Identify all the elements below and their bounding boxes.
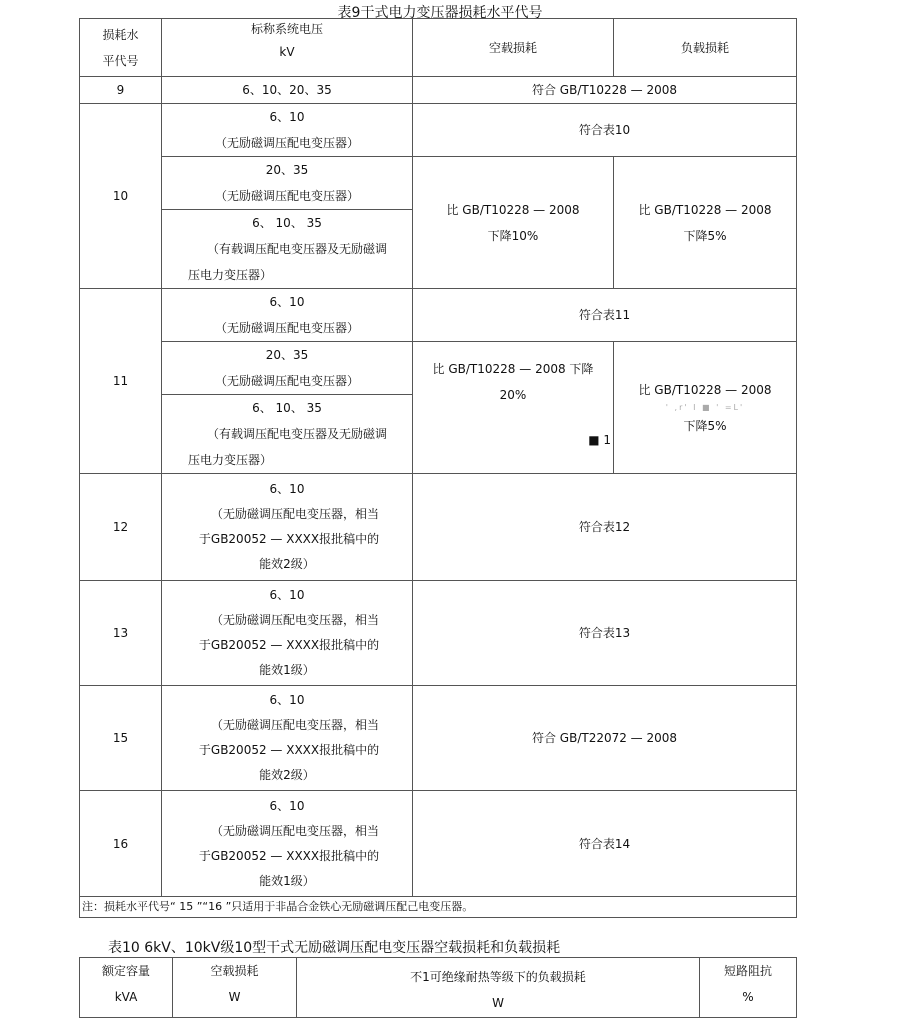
table-row — [80, 581, 797, 686]
table9-title: 表9干式电力变压器损耗水平代号 — [337, 5, 543, 21]
load-cell: 比 GB/T10228 — 2008 ' ,r' I ■ ' =L' 下降5% — [614, 342, 797, 474]
voltage-cell: 20、35 （无励磁调压配电变压器） — [162, 157, 413, 210]
table-row — [80, 342, 797, 395]
spec-cell: 符合表13 — [413, 581, 797, 686]
table-row — [80, 686, 797, 791]
scan-noise: ' ,r' I ■ ' =L' — [665, 402, 745, 412]
header-capacity: 额定容量 kVA — [80, 958, 173, 1018]
level-10: 10 — [80, 104, 162, 289]
voltage-cell: 6、 10、 35 （有载调压配电变压器及无励磁调 压电力变压器） — [162, 395, 413, 474]
voltage-cell: 6、10 （无励磁调压配电变压器，相当 于GB20052 — XXXX报批稿中的 能效1级） — [162, 791, 413, 897]
voltage-cell: 20、35 （无励磁调压配电变压器） — [162, 342, 413, 395]
level-9: 9 — [80, 77, 162, 104]
table-row — [80, 157, 797, 210]
spec-cell: 符合 GB/T10228 — 2008 — [413, 77, 797, 104]
load-cell: 比 GB/T10228 — 2008 下降5% — [614, 157, 797, 289]
spec-cell: 符合表12 — [413, 474, 797, 581]
voltage-cell: 6、10 （无励磁调压配电变压器，相当 于GB20052 — XXXX报批稿中的 能效2级） — [162, 686, 413, 791]
table-row — [80, 104, 797, 157]
table10-loss-values — [79, 957, 797, 1018]
voltage-cell: 6、10 （无励磁调压配电变压器） — [162, 289, 413, 342]
table9-header-row — [80, 19, 797, 77]
spec-cell: 符合表10 — [413, 104, 797, 157]
table10-header-row — [80, 958, 797, 1018]
spec-cell: 符合 GB/T22072 — 2008 — [413, 686, 797, 791]
level-15: 15 — [80, 686, 162, 791]
header-voltage: 标称系统电压 kV — [162, 19, 413, 77]
voltage-cell: 6、10 （无励磁调压配电变压器，相当 于GB20052 — XXXX报批稿中的 能效2级） — [162, 474, 413, 581]
table9-loss-levels — [79, 18, 797, 918]
spec-cell: 符合表11 — [413, 289, 797, 342]
noload-cell: 比 GB/T10228 — 2008 下降 20% ■ 1 — [413, 342, 614, 474]
table-note-row — [80, 897, 797, 918]
level-11: 11 — [80, 289, 162, 474]
level-13: 13 — [80, 581, 162, 686]
table-row — [80, 474, 797, 581]
voltage-cell: 6、10 （无励磁调压配电变压器） — [162, 104, 413, 157]
header-noload-w: 空载损耗 W — [173, 958, 297, 1018]
level-12: 12 — [80, 474, 162, 581]
table9-note: 注：损耗水平代号“ 15 ”“16 ”只适用于非晶合金铁心无励磁调压配己电变压器。 — [80, 897, 797, 918]
table-row — [80, 289, 797, 342]
noload-cell: 比 GB/T10228 — 2008 下降10% — [413, 157, 614, 289]
header-noload: 空载损耗 — [413, 19, 614, 77]
voltage-cell: 6、10 （无励磁调压配电变压器，相当 于GB20052 — XXXX报批稿中的 能效1级） — [162, 581, 413, 686]
voltage-cell: 6、 10、 35 （有载调压配电变压器及无励磁调 压电力变压器） — [162, 210, 413, 289]
table-row — [80, 77, 797, 104]
header-load-w: 不1可绝缘耐热等级下的负载损耗 W — [297, 958, 700, 1018]
level-16: 16 — [80, 791, 162, 897]
header-impedance: 短路阻抗 % — [700, 958, 797, 1018]
stray-mark: ■ 1 — [588, 433, 611, 447]
header-level: 损耗水 平代号 — [80, 19, 162, 77]
spec-cell: 符合表14 — [413, 791, 797, 897]
table10-title: 表10 6kV、10kV级10型干式无励磁调压配电变压器空载损耗和负载损耗 — [108, 940, 561, 956]
header-load: 负载损耗 — [614, 19, 797, 77]
voltage-cell: 6、10、20、35 — [162, 77, 413, 104]
table-row — [80, 791, 797, 897]
